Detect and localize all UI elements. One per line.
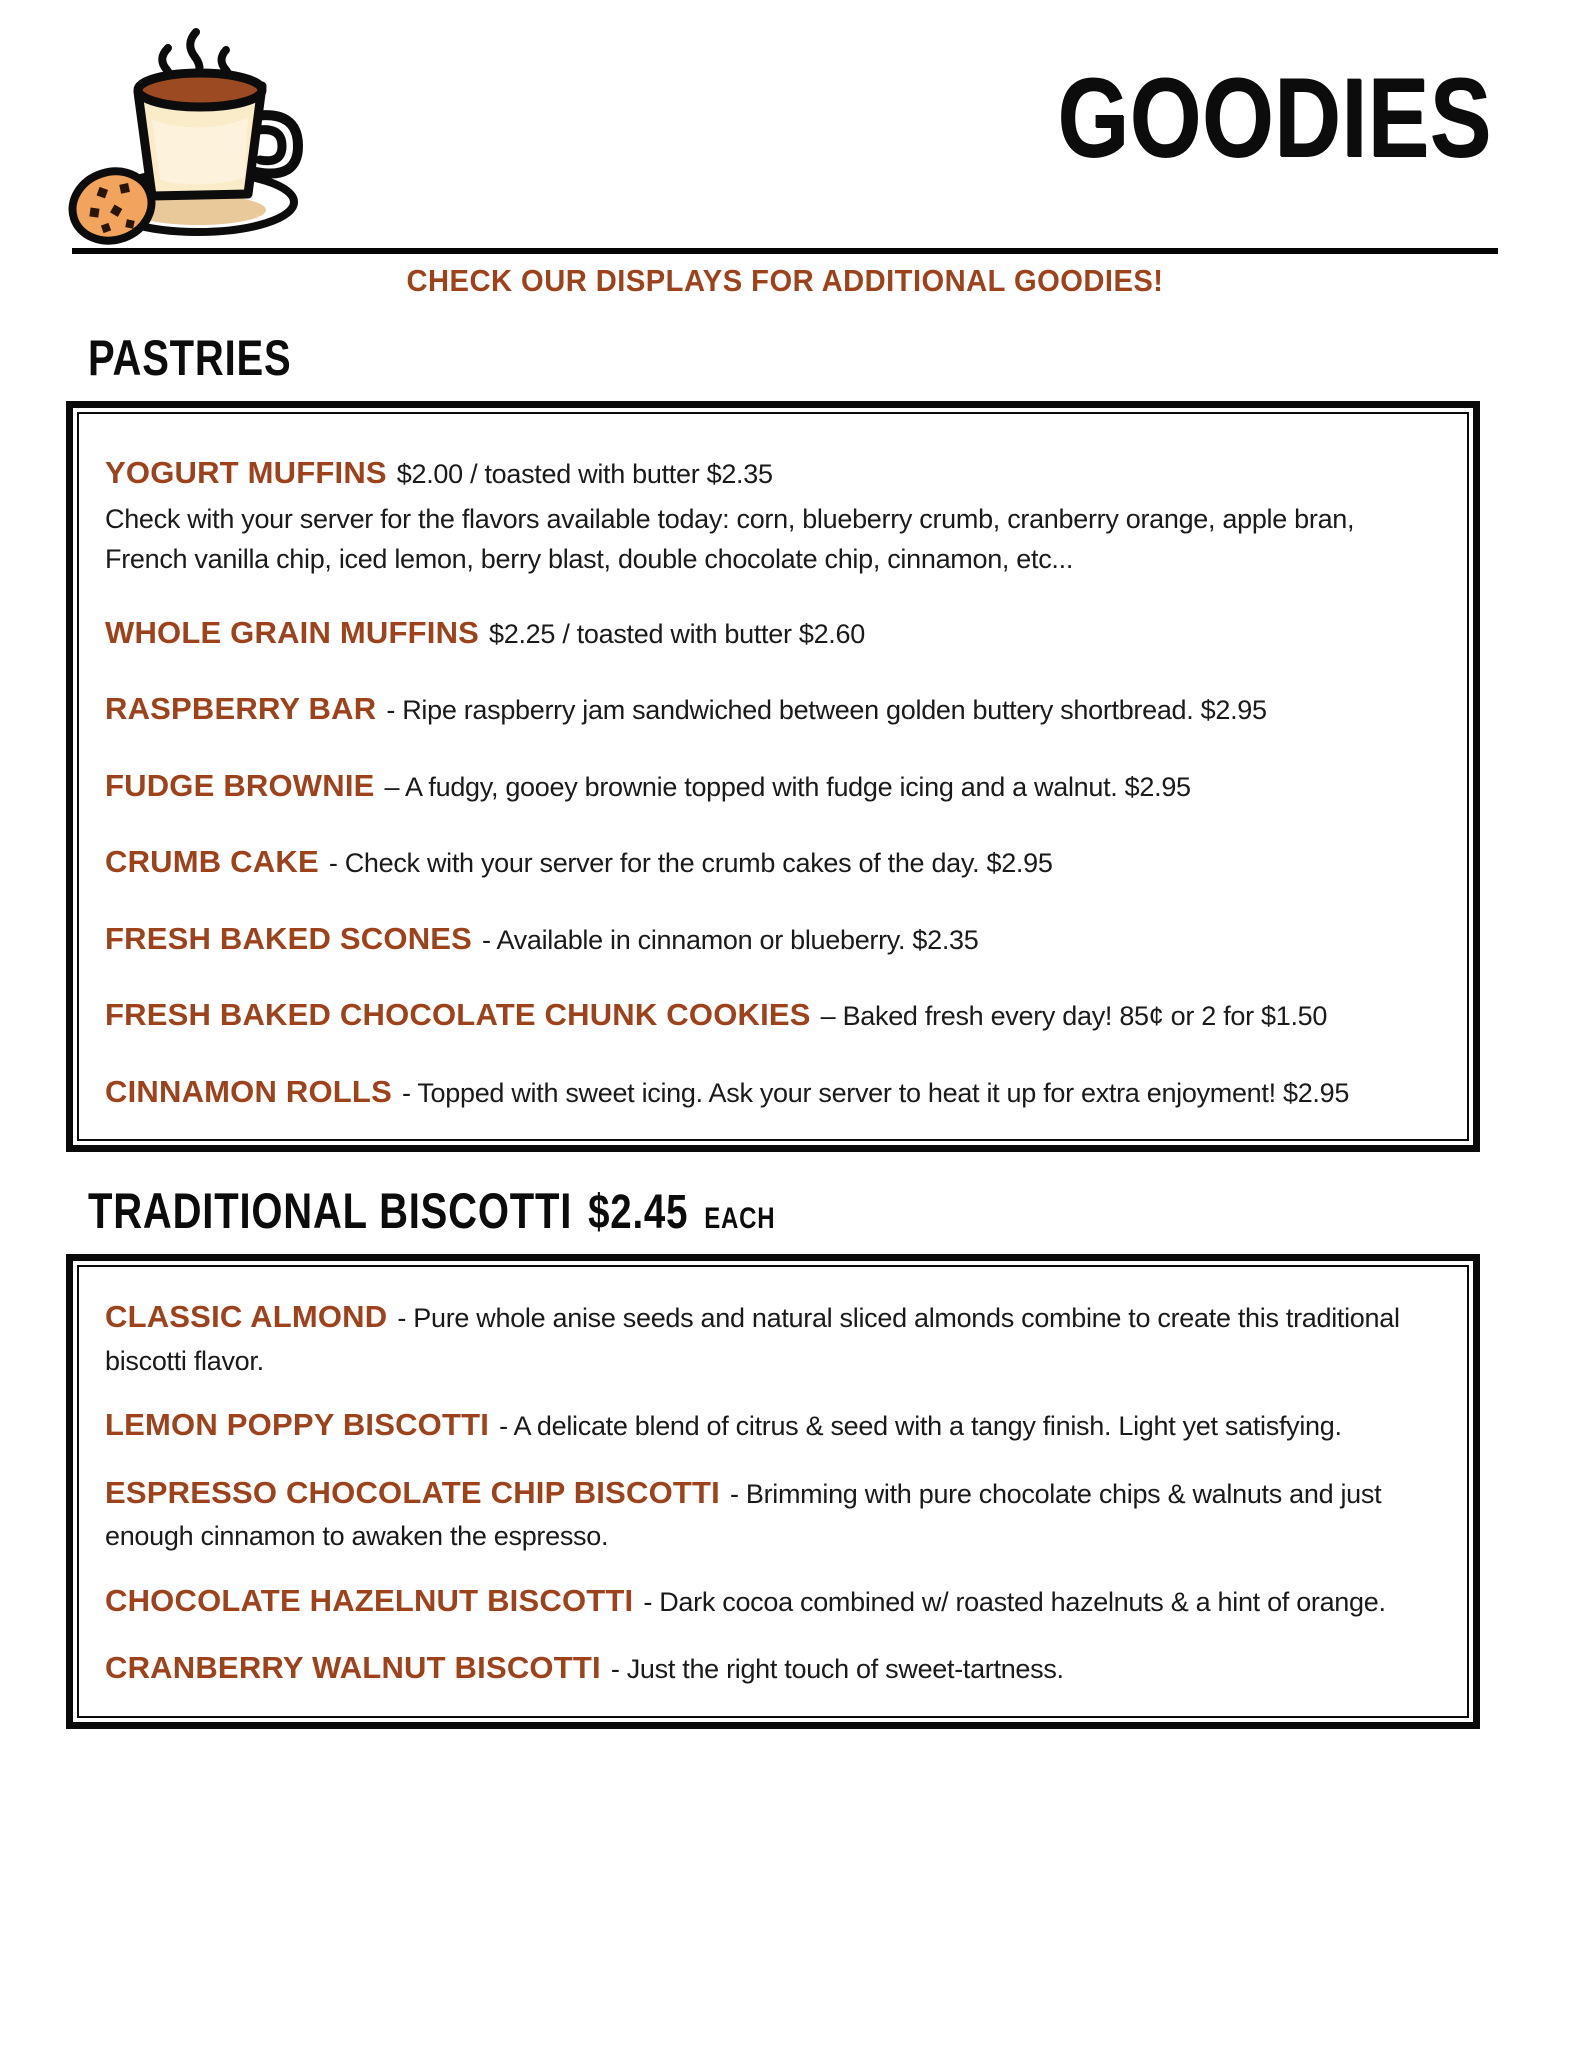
item-text: - A delicate blend of citrus & seed with a tangy finish. Light yet satisfying. [499,1411,1342,1441]
menu-item [105,1294,1441,1381]
page-title: GOODIES [1057,55,1492,180]
item-text: $2.00 / toasted with butter $2.35 [396,459,773,489]
item-text: - Check with your server for the crumb cakes of the day. $2.95 [328,848,1053,878]
coffee-cup-icon [56,10,306,245]
menu-box-inner [77,412,1469,1141]
item-text: - Pure whole anise seeds and natural sliced almonds combine to create this traditional biscotti flavor. [105,1303,1400,1376]
item-name: ESPRESSO CHOCOLATE CHIP BISCOTTI [105,1474,720,1510]
item-text: - Brimming with pure chocolate chips & walnuts and just enough cinnamon to awaken the espresso. [105,1478,1382,1551]
item-text: $2.25 / toasted with butter $2.60 [489,618,865,649]
item-name: CINNAMON ROLLS [105,1073,392,1109]
menu-item [105,610,1441,657]
item-text: - Available in cinnamon or blueberry. $2.35 [482,924,979,955]
menu-section [0,1182,1582,1729]
menu-box [66,1254,1480,1729]
menu-item [105,686,1441,733]
item-name: FRESH BAKED CHOCOLATE CHUNK COOKIES [105,997,811,1032]
item-text: - Topped with sweet icing. Ask your server to heat it up for extra enjoyment! $2.95 [401,1077,1350,1108]
item-name: FUDGE BROWNIE [105,767,375,803]
item-text: - Just the right touch of sweet-tartness. [610,1654,1064,1684]
menu-item [105,1578,1441,1625]
item-description: Check with your server for the flavors available today: corn, blueberry crumb, cranberry orange, apple bran, French vanilla chip, iced lemon, berry blast, double chocolate chip, cinnamon, etc... [105,503,1355,574]
section-heading [88,1182,1283,1240]
menu-section [0,329,1582,1152]
menu-box [66,401,1480,1152]
item-name: CRANBERRY WALNUT BISCOTTI [105,1650,601,1685]
tagline: CHECK OUR DISPLAYS FOR ADDITIONAL GOODIES! [406,263,1164,298]
menu-item [105,839,1441,886]
section-price: $2.45 [588,1186,689,1239]
menu-item [105,450,1441,497]
menu-item [105,763,1441,810]
item-text: - Ripe raspberry jam sandwiched between golden buttery shortbread. $2.95 [386,695,1267,725]
item-name: LEMON POPPY BISCOTTI [105,1407,490,1442]
item-name: RASPBERRY BAR [105,691,377,726]
item-name: CRUMB CAKE [105,844,319,879]
item-name: YOGURT MUFFINS [105,455,387,490]
section-title: PASTRIES [88,330,292,386]
menu-header [0,0,1582,248]
menu-item [105,992,1441,1039]
item-text: - Dark cocoa combined w/ roasted hazelnuts & a hint of orange. [643,1586,1386,1617]
menu-item [105,1069,1441,1116]
header-divider [72,248,1498,254]
coffee [138,73,262,107]
menu-box-inner [77,1265,1469,1718]
section-title: TRADITIONAL BISCOTTI [88,1183,573,1239]
menu-item [105,1470,1441,1557]
menu-item [105,1402,1441,1449]
section-heading [88,329,1283,387]
item-text: – Baked fresh every day! 85¢ or 2 for $1.50 [820,1001,1328,1031]
item-name: CLASSIC ALMOND [105,1299,388,1334]
menu-sections [0,329,1582,1729]
item-name: WHOLE GRAIN MUFFINS [105,614,480,650]
section-price-unit: EACH [704,1202,776,1235]
item-text: – A fudgy, gooey brownie topped with fudge icing and a walnut. $2.95 [384,771,1191,802]
menu-item [105,916,1441,963]
item-name: FRESH BAKED SCONES [105,920,473,956]
menu-item [105,1645,1441,1692]
item-name: CHOCOLATE HAZELNUT BISCOTTI [105,1582,634,1618]
